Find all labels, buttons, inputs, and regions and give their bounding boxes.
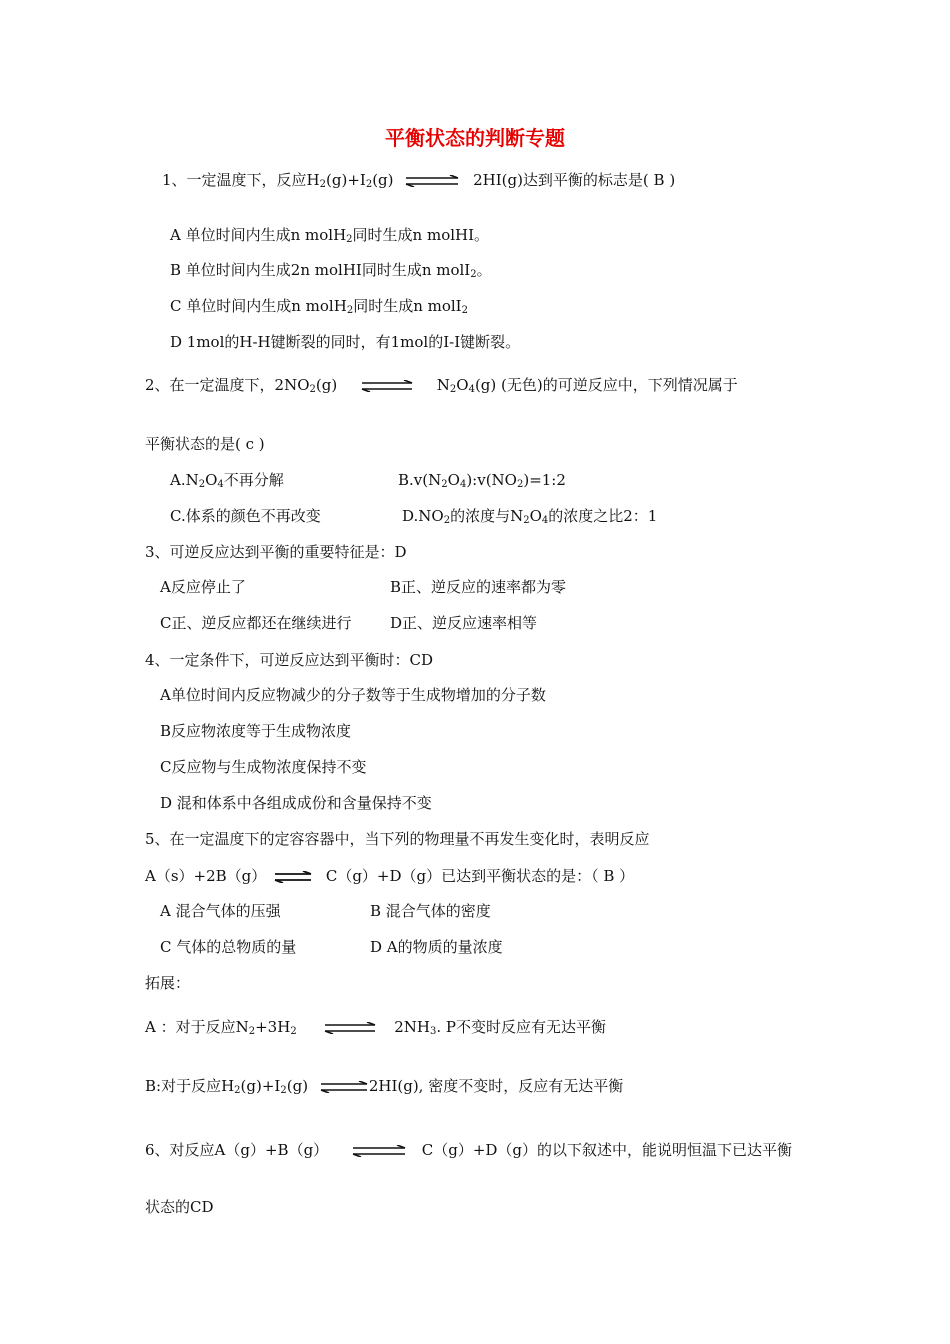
q1-option-b: B 单位时间内生成2n molHI同时生成n molI$_2$。 <box>170 261 492 280</box>
q2-option-a: $A.N_2O_4$不再分解 <box>170 471 284 490</box>
q6-stem-continued: 状态的CD <box>145 1198 214 1216</box>
q4-stem: 4、一定条件下，可逆反应达到平衡时：CD <box>145 651 434 669</box>
q1-option-a: A 单位时间内生成n molH$_2$同时生成n molHI。 <box>170 226 490 245</box>
equilibrium-arrow-icon <box>273 871 313 883</box>
q2-stem-continued: 平衡状态的是( c ) <box>145 435 265 453</box>
q2-option-d: $D.NO_2$的浓度与$N_2O_4$的浓度之比2：1 <box>402 507 658 526</box>
q5-stem: 5、在一定温度下的定容容器中，当下列的物理量不再发生变化时，表明反应 <box>145 830 650 848</box>
equilibrium-arrow-icon <box>323 1022 377 1034</box>
q4-option-a: A单位时间内反应物减少的分子数等于生成物增加的分子数 <box>160 686 546 704</box>
equilibrium-arrow-icon <box>319 1081 369 1093</box>
q4-option-c: C反应物与生成物浓度保持不变 <box>160 758 367 776</box>
q6-stem: 6、对反应A（g）+B（g） C（g）+D（g）的以下叙述中，能说明恒温下已达平衡 <box>145 1141 793 1159</box>
q4-option-b: B反应物浓度等于生成物浓度 <box>160 722 352 740</box>
q3-option-a: A反应停止了 <box>160 578 246 596</box>
q4-option-d: D 混和体系中各组成成份和含量保持不变 <box>160 794 432 812</box>
q5-option-d: D A的物质的量浓度 <box>370 938 503 956</box>
q5-option-c: C 气体的总物质的量 <box>160 938 297 956</box>
q3-option-b: B正、逆反应的速率都为零 <box>390 578 567 596</box>
q1-option-c: C 单位时间内生成n molH$_2$同时生成n molI$_2$ <box>170 297 468 316</box>
q1-stem: 1、一定温度下，反应$H_2(g)+I_2(g)$ 2HI(g)达到平衡的标志是( B ) <box>162 171 676 190</box>
extension-a: A ：对于反应$N_2+3H_2$ $2NH_3$. P不变时反应有无达平衡 <box>145 1018 607 1037</box>
page-title: 平衡状态的判断专题 <box>385 126 565 150</box>
q3-option-d: D正、逆反应速率相等 <box>390 614 538 632</box>
q3-option-c: C正、逆反应都还在继续进行 <box>160 614 352 632</box>
equilibrium-arrow-icon <box>351 1145 407 1157</box>
extension-b: B:对于反应$H_2(g)+I_2(g)$ 2HI(g), 密度不变时，反应有无达平衡 <box>145 1077 624 1096</box>
q5-option-b: B 混合气体的密度 <box>370 902 491 920</box>
q2-stem: 2、在一定温度下，$2NO_2(g)$ $N_2O_4(g)$ (无色)的可逆反应中，下列情况属于 <box>145 376 738 395</box>
q2-option-b: $B.v(N_2O_4):v(NO_2)=1:2$ <box>398 471 566 490</box>
q3-stem: 3、可逆反应达到平衡的重要特征是：D <box>145 543 407 561</box>
q5-option-a: A 混合气体的压强 <box>160 902 281 920</box>
extension-label: 拓展： <box>145 974 191 992</box>
q1-option-d: D 1mol的H-H键断裂的同时，有1mol的I-I键断裂。 <box>170 333 521 351</box>
q2-option-c: C.体系的颜色不再改变 <box>170 507 321 525</box>
q5-equation: A（s）+2B（g） C（g）+D（g）已达到平衡状态的是：（ B ） <box>145 867 635 885</box>
equilibrium-arrow-icon <box>360 380 414 392</box>
equilibrium-arrow-icon <box>404 175 460 187</box>
